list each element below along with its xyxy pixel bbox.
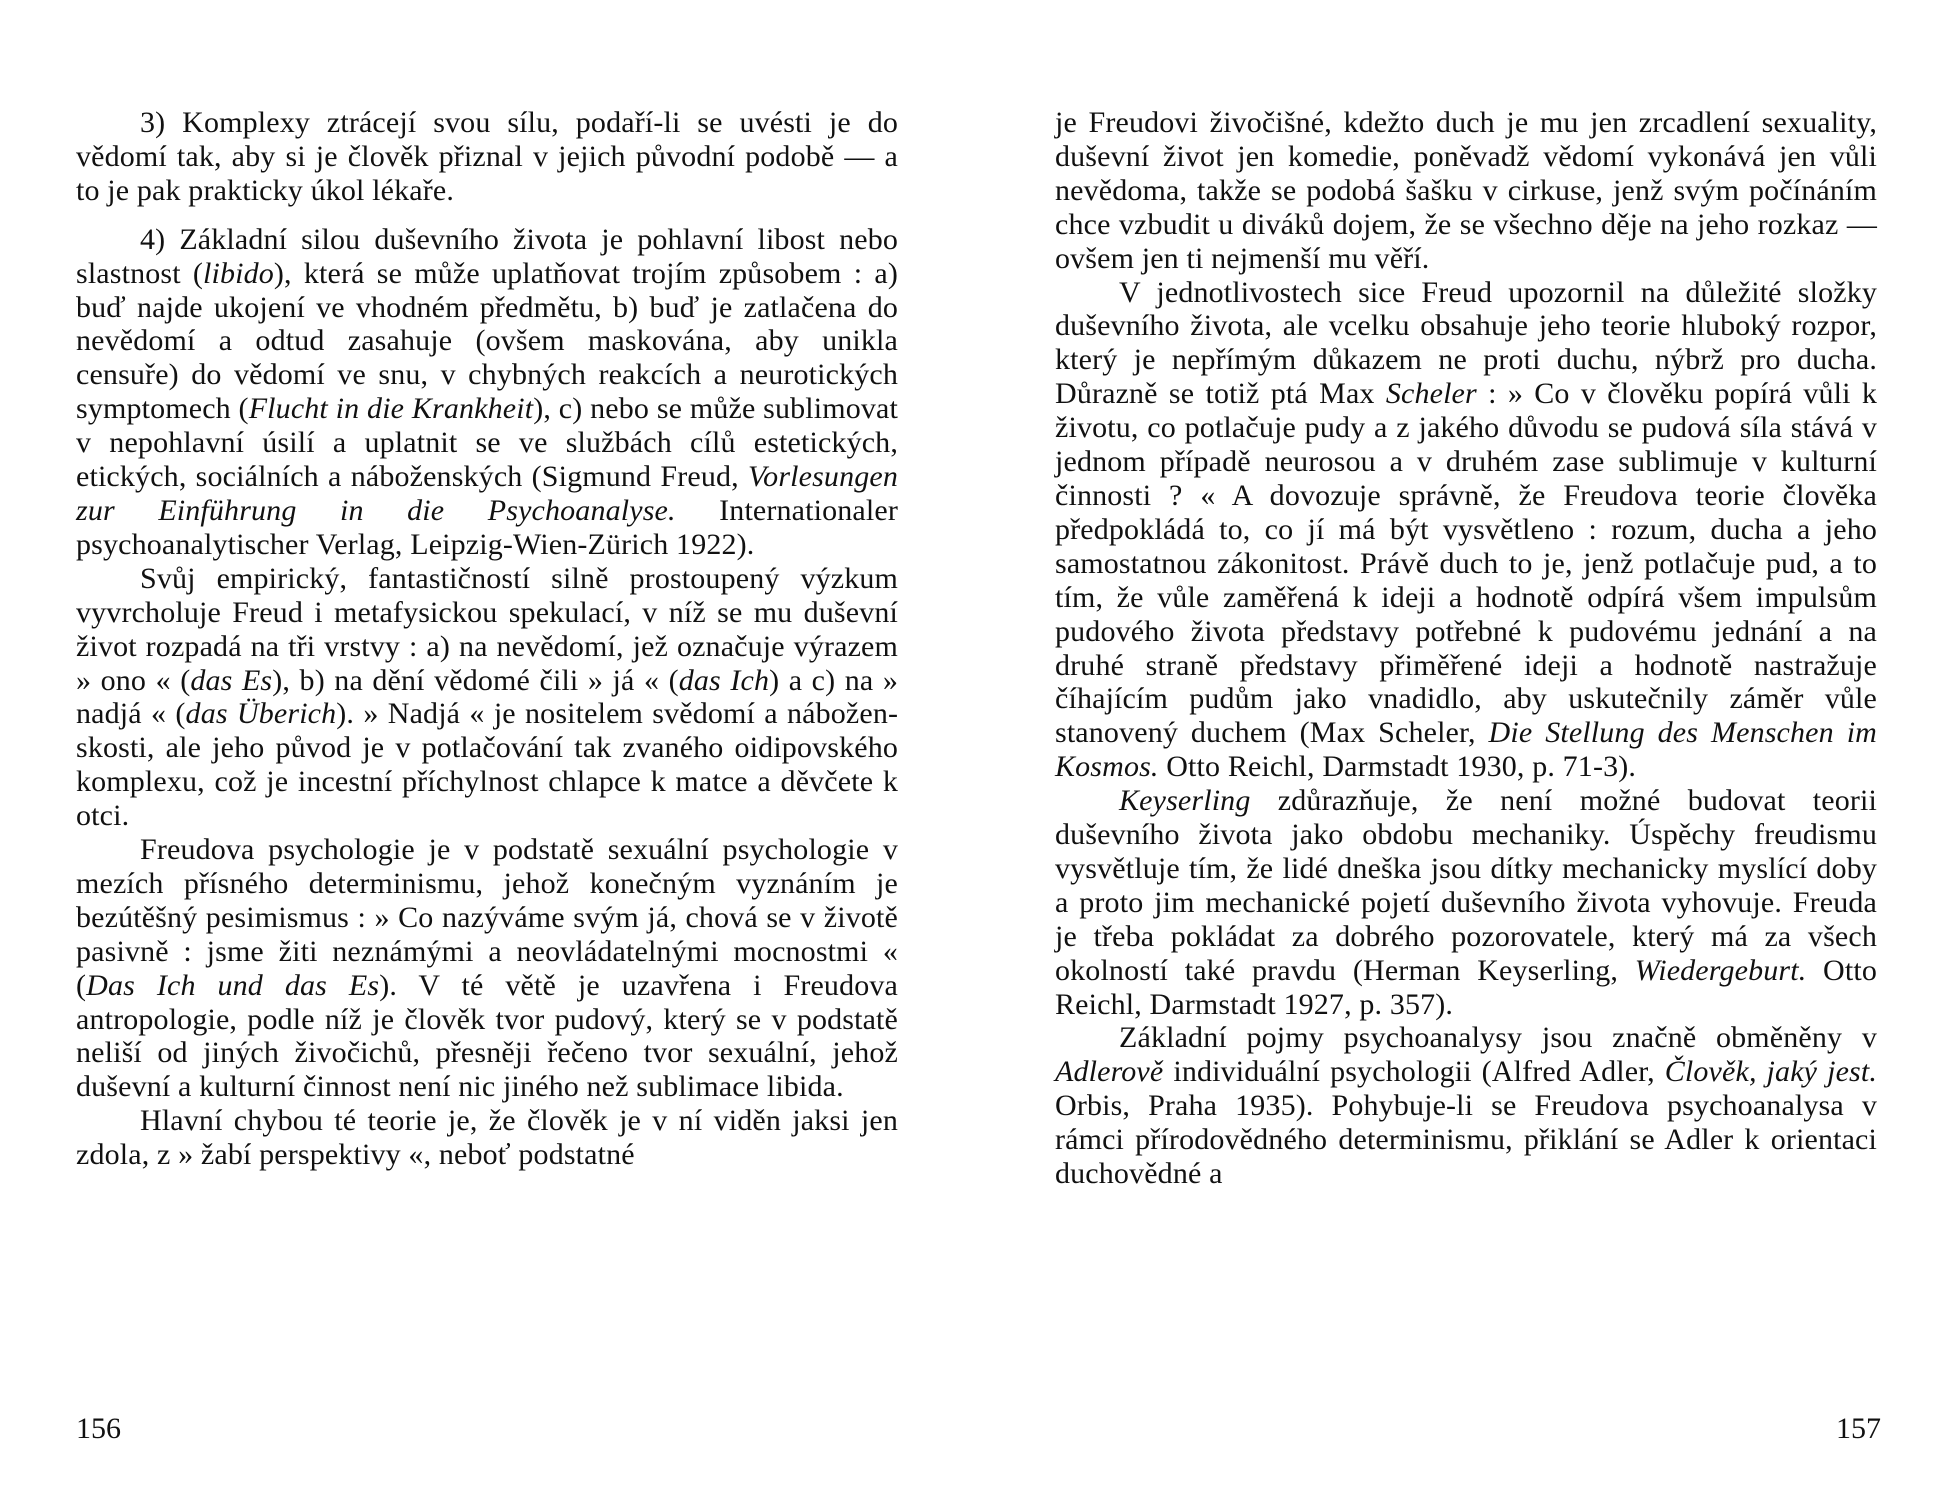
text-run: ) a c) na » nadjá « ( [76,663,899,731]
italic-text: das Es [190,663,273,697]
text-run: Základní pojmy psychoanalysy jsou značně obměněny v [1119,1021,1877,1055]
page-number-right: 157 [1836,1412,1881,1445]
text-run: 3) Komplexy ztrácejí svou sílu, podaří-li se uvésti je do vědomí tak, aby si je člověk přiznal v jejich původní podobě — a to je pak prakticky úkol lékaře. [76,106,898,207]
italic-text: Wiedergeburt. [1634,953,1807,987]
text-run: Internationaler psychoanalytischer Verlag, Leipzig-Wien-Zürich 1922). [76,493,898,561]
italic-text: Das Ich und das Es [86,968,380,1002]
text-run: 4) Základní silou duševního života je pohlavní libost nebo slastnost ( [76,222,898,290]
text-run: Freudova psychologie je v podstatě sexuální psychologie v mezích přísného determinismu, jehož konečným vyznáním je bezútěšný pesimismus : » Co nazýváme svým já, chová se v životě pasivně : jsme žiti neznámými a neovládatelnými mocnostmi « ( [76,833,898,1002]
italic-text: Člověk, jaký jest. [1664,1055,1877,1089]
italic-text: Adlerově [1055,1055,1164,1089]
left-page [76,106,898,1172]
text-run: ), b) na dění vědomé čili » já « ( [272,663,679,697]
paragraph [76,1104,898,1172]
text-run: zdůrazňuje, že není možné budovat teorii duševního života jako obdobu mechaniky. Úspěchy freudismu vysvětluje tím, že lidé dneška jsou dítky mechanicky myslící doby a proto jim mechanické pojetí duševního života vyhovuje. Freuda je třeba pokládat za dobrého pozorovatele, který má za všech okolností také pravdu (Herman Keyserling, [1055,784,1877,987]
text-run: je Freudovi živočišné, kdežto duch je mu jen zrcadlení sexuality, duševní život jen komedie, poněvadž vědomí vykonává jen vůli nevědoma, takže se podobá šašku v cirkuse, jenž svým počínáním chce vzbudit u diváků dojem, že se všechno děje na jeho rozkaz — ovšem jen ti nejmenší mu věří. [1055,106,1877,275]
italic-text: Keyserling [1119,784,1251,818]
text-run: ). » Nadjá « je nositelem svědomí a náboženskosti, ale jeho původ je v potlačování tak zvaného oidipovského komplexu, což je incestní příchylnost chlapce k matce a děvčete k otci. [76,697,898,833]
paragraph [1055,276,1877,785]
text-run: : » Co v člověku popírá vůli k životu, co potlačuje pudy a z jakého důvodu se pudová síla stává v jednom případě neurosou a v druhém zase sublimuje v kulturní činnosti ? « A dovozuje správně, že Freudova teorie člověka předpokládá to, co jí má být vysvětleno : rozum, ducha a jeho samostatnou zákonitost. Právě duch to je, jenž potlačuje pud, a to tím, že vůle zaměřená k ideji a hodnotě odpírá všem impulsům pudového života představy potřebné k pudovému jednání a na druhé straně představy přiměřené ideji a hodnotě nastražuje číhajícím pudům jako vnadidlo, aby uskutečnily záměr vůle stanovený duchem (Max Scheler, [1055,377,1877,750]
paragraph [76,562,898,833]
text-run: Svůj empirický, fantastičností silně prostoupený výzkum vyvrcholuje Freud i metafysickou spekulací, v níž se mu duševní život rozpadá na tři vrstvy : a) na nevědomí, jež označuje výrazem » ono « ( [76,561,898,697]
italic-text: Vorlesungen zur Einführung in die Psychoanalyse. [76,460,898,527]
text-run: ), c) nebo se může sublimovat v nepohlavní úsilí a uplatnit se ve službách cílů estetických, etických, sociálních a náboženských (Sigmund Freud, [76,392,899,494]
paragraph [1055,1021,1877,1191]
italic-text: Flucht in die Krankheit [248,392,534,426]
italic-text: Die Stellung des Menschen im Kosmos. [1055,716,1877,784]
text-run: Otto Reichl, Darmstadt 1927, p. 357). [1055,953,1877,1021]
paragraph [1055,784,1877,1021]
paragraph [76,106,898,208]
italic-text: das Überich [185,697,337,731]
text-run: Hlavní chybou té teorie je, že člověk je v ní viděn jaksi jen zdola, z » žabí perspektivy «, neboť podstatné [76,1104,898,1172]
page-number-left: 156 [76,1412,121,1445]
paragraph [76,223,898,562]
text-run: Otto Reichl, Darmstadt 1930, p. 71-3). [1158,750,1637,784]
right-page [1055,106,1877,1191]
text-run: ). V té větě je uzavřena i Freudova antropologie, podle níž je člověk tvor pudový, který se v podstatě neliší od jiných živočichů, přesněji řečeno tvor sexuální, jehož duševní a kulturní činnost není nic jiného než sublimace libida. [76,968,898,1104]
text-run: Orbis, Praha 1935). Pohybuje-li se Freudova psychoanalysa v rámci přírodovědného determinismu, přiklání se Adler k orientaci duchovědné a [1055,1089,1877,1191]
italic-text: das Ich [678,663,770,697]
paragraph [1055,106,1877,276]
italic-text: libido [203,256,274,290]
text-run: V jednotlivostech sice Freud upozornil na důležité složky duševního života, ale vcelku obsahuje jeho teorie hluboký rozpor, který je nepřímým důkazem ne proti duchu, nýbrž pro ducha. Důrazně se totiž ptá Max [1055,275,1877,411]
paragraph [76,833,898,1104]
text-run: ), která se může uplatňovat trojím způsobem : a) buď najde ukojení ve vhodném předmětu, b) buď je zatlačena do nevědomí a odtud zasahuje (ovšem maskována, aby unikla censuře) do vědomí ve snu, v chybných reakcích a neurotických symptomech ( [76,256,898,426]
text-run: individuální psychologii (Alfred Adler, [1163,1055,1665,1089]
italic-text: Scheler [1385,377,1477,411]
